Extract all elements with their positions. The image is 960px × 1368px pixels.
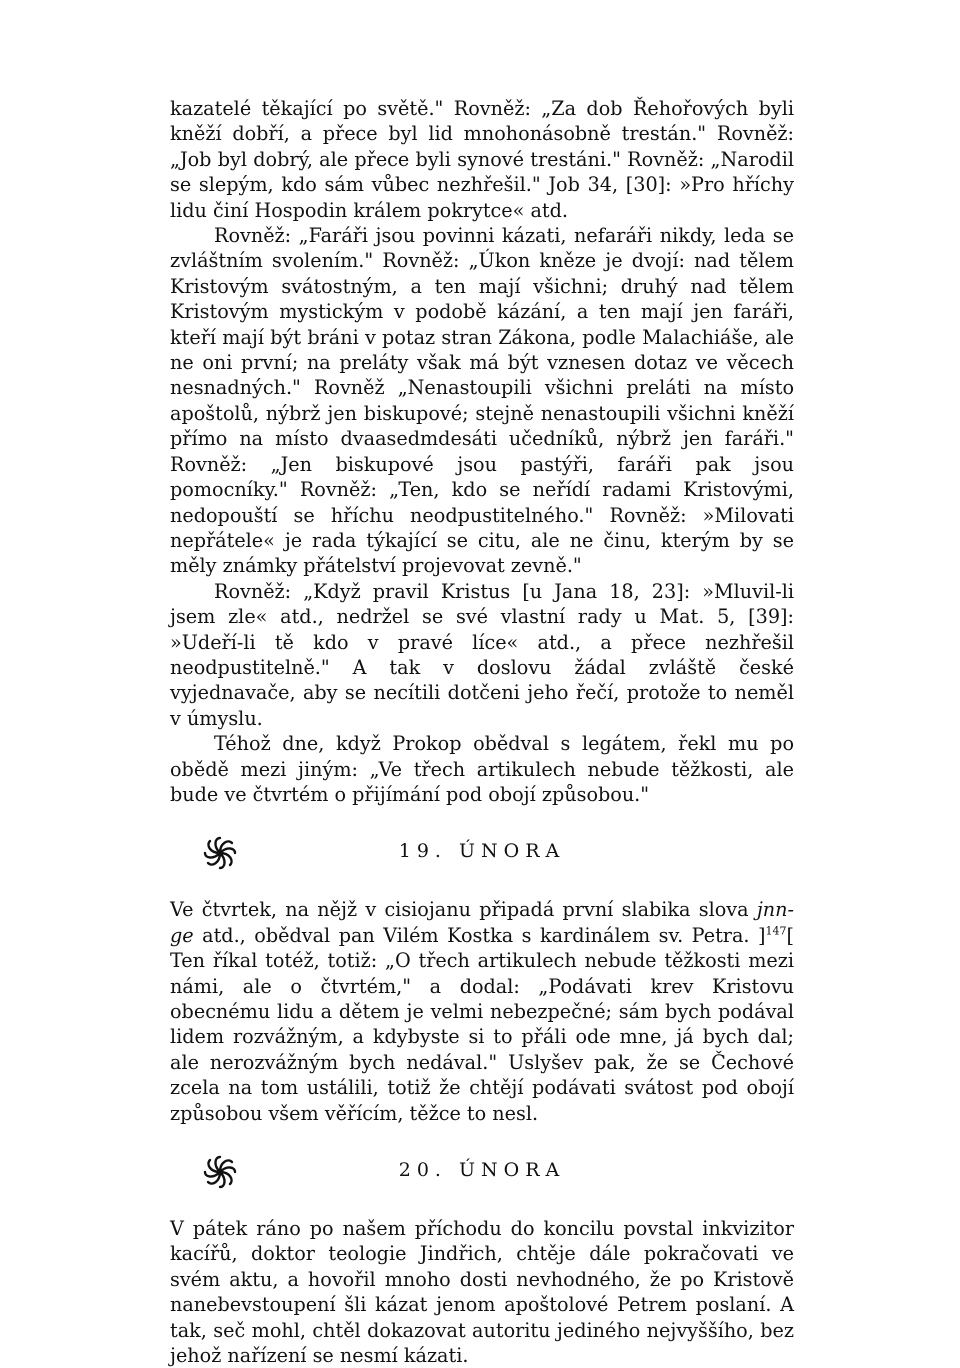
text-segment: [ Ten říkal totéž, totiž: „O třech artikulech nebude těžkosti mezi námi, ale o čtvrtém," a dodal: „Podávati krev Kristovu obecnému lidu a dětem je velmi nebezpečné; sám bych podával lidem rozvážným, a kdybyste si to přáli ode mne, já bych dal; ale nerozvážným bych nedával." Uslyšev pak, že se Čechové zcela na tom ustálili, totiž že chtějí podávati svátost pod obojí způsobou všem věřícím, těžce to nesl. — [170, 923, 794, 1125]
paragraph-prokop: Téhož dne, když Prokop obědval s legátem, řekl mu po obědě mezi jiným: „Ve třech artikulech nebude těžkosti, ale bude ve čtvrtém o přijímání pod obojí způsobou." — [170, 732, 794, 806]
section-title: 19. ÚNORA — [398, 840, 566, 863]
section-heading-20-unora — [170, 1148, 794, 1196]
paragraph-patek: V pátek ráno po našem příchodu do koncilu povstal inkvizitor kacířů, doktor teologie Jindřich, chtěje dále pokračovati ve svém aktu, a hovořil mnoho dosti nevhodného, že po Kristově nanebevstoupení šli kázat jenom apoštolové Petrem poslaní. A tak, seč mohl, chtěl dokazovat autoritu jediného nejvyššího, bez jehož nařízení se nesmí kázati. — [170, 1217, 794, 1368]
italic-word: jnn-ge — [170, 898, 794, 947]
text-segment: Ve čtvrtek, na nějž v cisiojanu připadá první slabika slova — [170, 898, 757, 922]
section-heading-19-unora — [170, 829, 794, 877]
page-marker: 147 — [765, 924, 787, 938]
section-title: 20. ÚNORA — [398, 1159, 566, 1182]
text-segment: atd., obědval pan Vilém Kostka s kardinálem sv. Petra. ] — [193, 923, 766, 947]
paragraph-kristus: Rovněž: „Když pravil Kristus [u Jana 18, 23]: »Mluvil-li jsem zle« atd., nedržel se své vlastní rady u Mat. 5, [39]: »Udeří-li tě kdo v pravé líce« atd., a přece nezhřešil neodpustitelně." A tak v doslovu žádal zvláště české vyjednavače, aby se necítili dotčeni jeho řečí, protože to neměl v úmyslu. — [170, 579, 794, 730]
paragraph-ctvrtek — [170, 897, 794, 1126]
paragraph-continuation: kazatelé těkající po světě." Rovněž: „Za dob Řehořových byli kněží dobří, a přece byl lid mnohonásobně trestán." Rovněž: „Job byl dobrý, ale přece byli synové trestáni." Rovněž: „Narodil se slepým, kdo sám vůbec nezhřešil." Job 34, [30]: »Pro hříchy lidu činí Hospodin králem pokrytce« atd. — [170, 97, 794, 222]
page-body — [170, 96, 794, 1368]
paragraph-farari: Rovněž: „Faráři jsou povinni kázati, nefaráři nikdy, leda se zvláštním svolením." Rovněž: „Úkon kněze je dvojí: nad tělem Kristovým svátostným, a ten mají všichni; druhý nad tělem Kristovým mystickým v podobě kázání, a ten mají jen faráři, kteří mají být bráni v potaz stran Zákona, podle Malachiáše, ale ne oni první; na preláty však má být vznesen dotaz ve věcech nesnadných." Rovněž „Nenastoupili všichni preláti na místo apoštolů, nýbrž jen biskupové; stejně nenastoupili všichni kněží přímo na místo dvaasedmdesáti učedníků, nýbrž jen faráři." Rovněž: „Jen biskupové jsou pastýři, faráři pak jsou pomocníky." Rovněž: „Ten, kdo se neřídí radami Kristovými, nedopouští se hříchu neodpustitelného." Rovněž: »Milovati nepřátele« je rada týkající se citu, ale ne činu, kterým by se měly známky přátelství projevovat zevně." — [170, 224, 794, 578]
